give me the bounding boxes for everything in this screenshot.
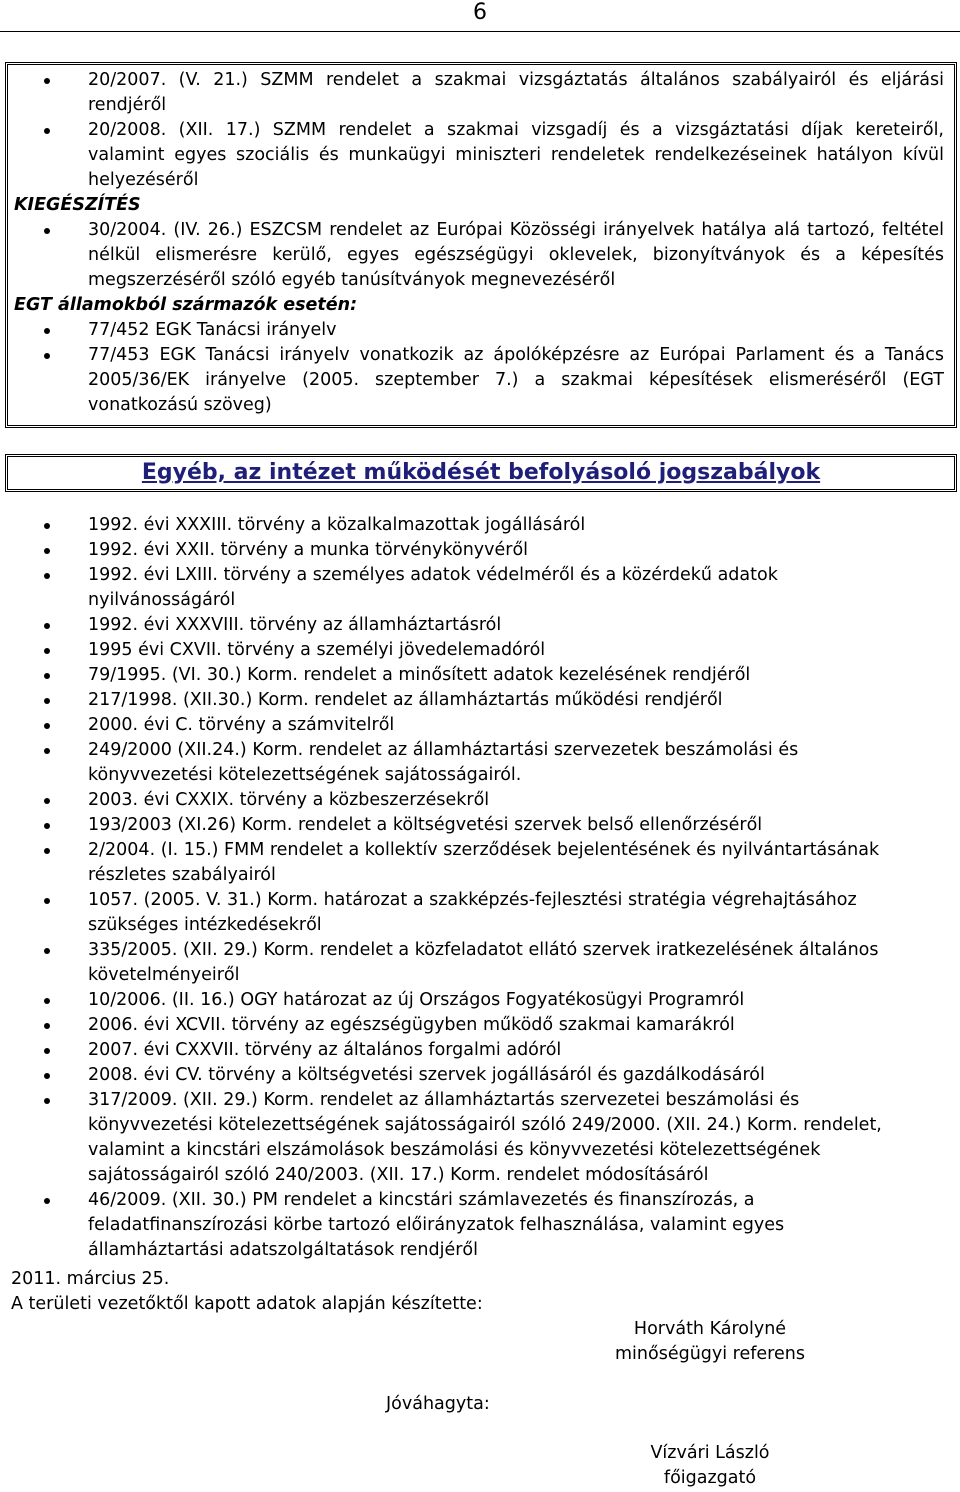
- regulations-list-a: [6, 68, 950, 193]
- list-item: 77/453 EGK Tanácsi irányelv vonatkozik az ápolóképzésre az Európai Parlament és a Tanács 2005/36/EK irányelve (2005. szeptember 7.) a szakmai képesítések elismeréséről (EGT vonatkozású szöveg): [6, 343, 950, 418]
- list-item: 2008. évi CV. törvény a költségvetési szervek jogállásáról és gazdálkodásáról: [6, 1063, 926, 1088]
- bullet-icon: [44, 648, 50, 654]
- bullet-icon: [44, 228, 50, 234]
- list-item: 1992. évi XXII. törvény a munka törvénykönyvéről: [6, 538, 926, 563]
- bullet-icon: [44, 1048, 50, 1054]
- bullet-icon: [44, 998, 50, 1004]
- list-item: 30/2004. (IV. 26.) ESZCSM rendelet az Európai Közösségi irányelvek hatálya alá tartozó, feltétel nélkül elismerésre kerülő, egyes egészségügyi oklevelek, bizonyítványok és a képesítés megszerzéséről szóló egyéb tanúsítványok megnevezéséről: [6, 218, 950, 293]
- bullet-icon: [44, 1198, 50, 1204]
- header-rule: [0, 31, 960, 32]
- signer-name: Vízvári László: [650, 1443, 770, 1463]
- bullet-icon: [44, 353, 50, 359]
- prepared-by-label: A területi vezetőktől kapott adatok alapján készítette:: [11, 1294, 483, 1314]
- list-item: 46/2009. (XII. 30.) PM rendelet a kincstári számlavezetés és finanszírozás, a feladatfinanszírozási körbe tartozó előirányzatok felhasználása, valamint egyes államháztartási adatszolgáltatások rendjéről: [6, 1188, 926, 1263]
- list-item: 1057. (2005. V. 31.) Korm. határozat a szakképzés-fejlesztési stratégia végrehajtásához szükséges intézkedésekről: [6, 888, 926, 938]
- signer-title: főigazgató: [663, 1468, 757, 1488]
- bullet-icon: [44, 698, 50, 704]
- list-item: 20/2008. (XII. 17.) SZMM rendelet a szakmai vizsgadíj és a vizsgáztatási díjak kereteiről, valamint egyes szociális és munkaügyi miniszteri rendeletek rendelkezéseinek hatályon kívül helyezéséről: [6, 118, 950, 193]
- list-item: 2006. évi XCVII. törvény az egészségügyben működő szakmai kamarákról: [6, 1013, 926, 1038]
- list-item: 335/2005. (XII. 29.) Korm. rendelet a közfeladatot ellátó szervek iratkezelésének általános követelményeiről: [6, 938, 926, 988]
- list-item: 10/2006. (II. 16.) OGY határozat az új Országos Fogyatékosügyi Programról: [6, 988, 926, 1013]
- bullet-icon: [44, 1073, 50, 1079]
- list-item: 317/2009. (XII. 29.) Korm. rendelet az államháztartás szervezetei beszámolási és könyvvezetési kötelezettségének sajátosságairól szóló 249/2000. (XII. 24.) Korm. rendelet, valamint a kincstári elszámolások beszámolási és könyvvezetési kötelezettségének sajátosságairól szóló 240/2003. (XII. 17.) Korm. rendelet módosításáról: [6, 1088, 926, 1188]
- document-date: 2011. március 25.: [11, 1269, 170, 1289]
- section-title-box: [5, 454, 957, 492]
- list-item: 249/2000 (XII.24.) Korm. rendelet az államháztartási szervezetek beszámolási és könyvvezetési kötelezettségének sajátosságairól.: [6, 738, 926, 788]
- approved-label: Jóváhagyta:: [386, 1394, 490, 1414]
- list-item: 2007. évi CXXVII. törvény az általános forgalmi adóról: [6, 1038, 926, 1063]
- bullet-icon: [44, 623, 50, 629]
- bullet-icon: [44, 523, 50, 529]
- list-item: 217/1998. (XII.30.) Korm. rendelet az államháztartás működési rendjéről: [6, 688, 926, 713]
- bullet-icon: [44, 573, 50, 579]
- section-label-egt: EGT államokból származók esetén:: [14, 295, 358, 315]
- page-number: 6: [473, 0, 487, 25]
- section-label-kiegeszites: KIEGÉSZÍTÉS: [14, 195, 141, 215]
- bullet-icon: [44, 748, 50, 754]
- bullet-icon: [44, 848, 50, 854]
- regulations-list-section: [6, 68, 950, 418]
- list-item: 1992. évi XXXVIII. törvény az államháztartásról: [6, 613, 926, 638]
- bullet-icon: [44, 798, 50, 804]
- bullet-icon: [44, 1023, 50, 1029]
- regulations-list-c: [6, 318, 950, 418]
- section-title: Egyéb, az intézet működését befolyásoló jogszabályok: [141, 460, 821, 485]
- list-item: 20/2007. (V. 21.) SZMM rendelet a szakmai vizsgáztatás általános szabályairól és eljárási rendjéről: [6, 68, 950, 118]
- list-item: 77/452 EGK Tanácsi irányelv: [6, 318, 950, 343]
- regulations-list-b: [6, 218, 950, 293]
- signer-name: Horváth Károlyné: [633, 1319, 787, 1339]
- bullet-icon: [44, 128, 50, 134]
- list-item: 1992. évi LXIII. törvény a személyes adatok védelméről és a közérdekű adatok nyilvánosságáról: [6, 563, 926, 613]
- bullet-icon: [44, 78, 50, 84]
- list-item: 79/1995. (VI. 30.) Korm. rendelet a minősített adatok kezelésének rendjéről: [6, 663, 926, 688]
- bullet-icon: [44, 723, 50, 729]
- laws-list: [6, 513, 926, 1263]
- signer-title: minőségügyi referens: [615, 1344, 805, 1364]
- bullet-icon: [44, 823, 50, 829]
- list-item: 1995 évi CXVII. törvény a személyi jövedelemadóról: [6, 638, 926, 663]
- list-item: 2/2004. (I. 15.) FMM rendelet a kollektív szerződések bejelentésének és nyilvántartásának részletes szabályairól: [6, 838, 926, 888]
- list-item: 193/2003 (XI.26) Korm. rendelet a költségvetési szervek belső ellenőrzéséről: [6, 813, 926, 838]
- bullet-icon: [44, 948, 50, 954]
- bullet-icon: [44, 548, 50, 554]
- signature-block-preparer: [580, 1317, 840, 1367]
- bullet-icon: [44, 673, 50, 679]
- bullet-icon: [44, 1098, 50, 1104]
- list-item: 2003. évi CXXIX. törvény a közbeszerzésekről: [6, 788, 926, 813]
- list-item: 2000. évi C. törvény a számvitelről: [6, 713, 926, 738]
- bullet-icon: [44, 328, 50, 334]
- signature-block-approver: [560, 1441, 860, 1491]
- bullet-icon: [44, 898, 50, 904]
- list-item: 1992. évi XXXIII. törvény a közalkalmazottak jogállásáról: [6, 513, 926, 538]
